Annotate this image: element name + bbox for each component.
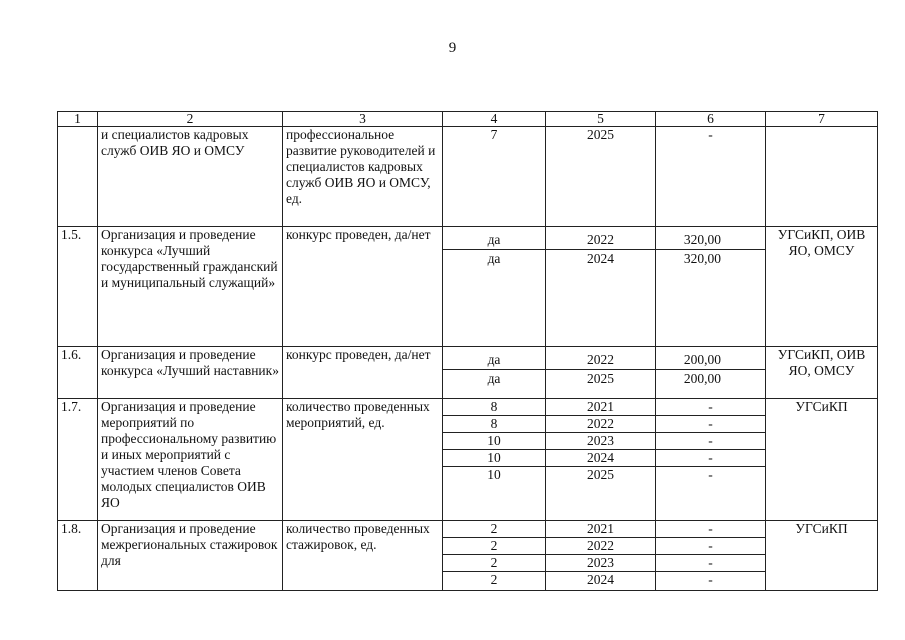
funding: 320,00	[656, 231, 765, 250]
year: 2023	[546, 433, 655, 450]
years	[546, 347, 656, 399]
funding: -	[656, 555, 765, 572]
col-header-1: 1	[58, 112, 98, 127]
year: 2024	[587, 251, 614, 266]
funding: -	[656, 416, 765, 433]
indicator-value: да	[443, 351, 545, 370]
year: 2023	[546, 555, 655, 572]
funding: 200,00	[683, 371, 721, 386]
year: 2021	[546, 521, 655, 538]
table-row-continuation	[58, 127, 878, 227]
year: 2021	[546, 399, 655, 416]
funding: -	[708, 467, 713, 482]
col-header-3: 3	[283, 112, 443, 127]
indicator-value: да	[443, 231, 545, 250]
indicator-value: 2	[443, 538, 545, 555]
year: 2022	[546, 231, 655, 250]
col-header-5: 5	[546, 112, 656, 127]
indicator-values	[443, 521, 546, 591]
table-row	[58, 227, 878, 347]
indicator-value: 10	[443, 433, 545, 450]
funding-values	[656, 227, 766, 347]
indicator-name: количество проведенных мероприятий, ед.	[283, 399, 443, 521]
row-number: 1.6.	[58, 347, 98, 399]
year: 2022	[546, 416, 655, 433]
measure-name: Организация и проведение конкурса «Лучший наставник»	[98, 347, 283, 399]
funding: 200,00	[656, 351, 765, 370]
funding: -	[656, 538, 765, 555]
funding-values	[656, 347, 766, 399]
indicator-name: количество проведенных стажировок, ед.	[283, 521, 443, 591]
funding: -	[656, 521, 765, 538]
table-row	[58, 399, 878, 521]
row-number: 1.5.	[58, 227, 98, 347]
col-header-7: 7	[766, 112, 878, 127]
year: 2025	[546, 127, 656, 227]
col-header-4: 4	[443, 112, 546, 127]
funding: -	[708, 572, 713, 587]
funding: -	[656, 450, 765, 467]
year: 2024	[546, 450, 655, 467]
indicator-value: 8	[443, 399, 545, 416]
indicator-values	[443, 227, 546, 347]
year: 2022	[546, 351, 655, 370]
indicator-value: 10	[487, 467, 501, 482]
funding: -	[656, 399, 765, 416]
funding-values	[656, 521, 766, 591]
executor	[766, 127, 878, 227]
col-header-6: 6	[656, 112, 766, 127]
executor: УГСиКП, ОИВ ЯО, ОМСУ	[766, 227, 878, 347]
indicator-values	[443, 347, 546, 399]
indicator-value: 7	[443, 127, 546, 227]
year: 2024	[587, 572, 614, 587]
year: 2022	[546, 538, 655, 555]
measure-name: Организация и проведение межрегиональных стажировок для	[98, 521, 283, 591]
page-number: 9	[448, 40, 457, 56]
indicator-name: конкурс проведен, да/нет	[283, 347, 443, 399]
funding: -	[656, 433, 765, 450]
indicator-value: 2	[443, 521, 545, 538]
year: 2025	[587, 371, 614, 386]
indicator-value: 10	[443, 450, 545, 467]
measure-name: Организация и проведение мероприятий по профессиональному развитию и иных мероприятий с участием членов Совета молодых специалистов ОИВ ЯО	[98, 399, 283, 521]
years	[546, 521, 656, 591]
row-number: 1.8.	[58, 521, 98, 591]
funding-values	[656, 399, 766, 521]
indicator-name: конкурс проведен, да/нет	[283, 227, 443, 347]
executor: УГСиКП	[766, 521, 878, 591]
indicator-value: да	[487, 371, 501, 386]
indicator-value: да	[487, 251, 501, 266]
years	[546, 399, 656, 521]
header-row	[58, 112, 878, 127]
indicator-value: 8	[443, 416, 545, 433]
table-row	[58, 521, 878, 591]
executor: УГСиКП	[766, 399, 878, 521]
row-number	[58, 127, 98, 227]
col-header-2: 2	[98, 112, 283, 127]
indicator-values	[443, 399, 546, 521]
funding: -	[656, 127, 766, 227]
program-table	[57, 111, 878, 591]
row-number: 1.7.	[58, 399, 98, 521]
funding: 320,00	[683, 251, 721, 266]
indicator-value: 2	[490, 572, 498, 587]
executor: УГСиКП, ОИВ ЯО, ОМСУ	[766, 347, 878, 399]
indicator-name: профессиональное развитие руководителей и специалистов кадровых служб ОИВ ЯО и ОМСУ, ед.	[283, 127, 443, 227]
measure-name: и специалистов кадровых служб ОИВ ЯО и ОМСУ	[98, 127, 283, 227]
indicator-value: 2	[443, 555, 545, 572]
measure-name: Организация и проведение конкурса «Лучший государственный гражданский и муниципальный служащий»	[98, 227, 283, 347]
table-row	[58, 347, 878, 399]
years	[546, 227, 656, 347]
year: 2025	[587, 467, 614, 482]
